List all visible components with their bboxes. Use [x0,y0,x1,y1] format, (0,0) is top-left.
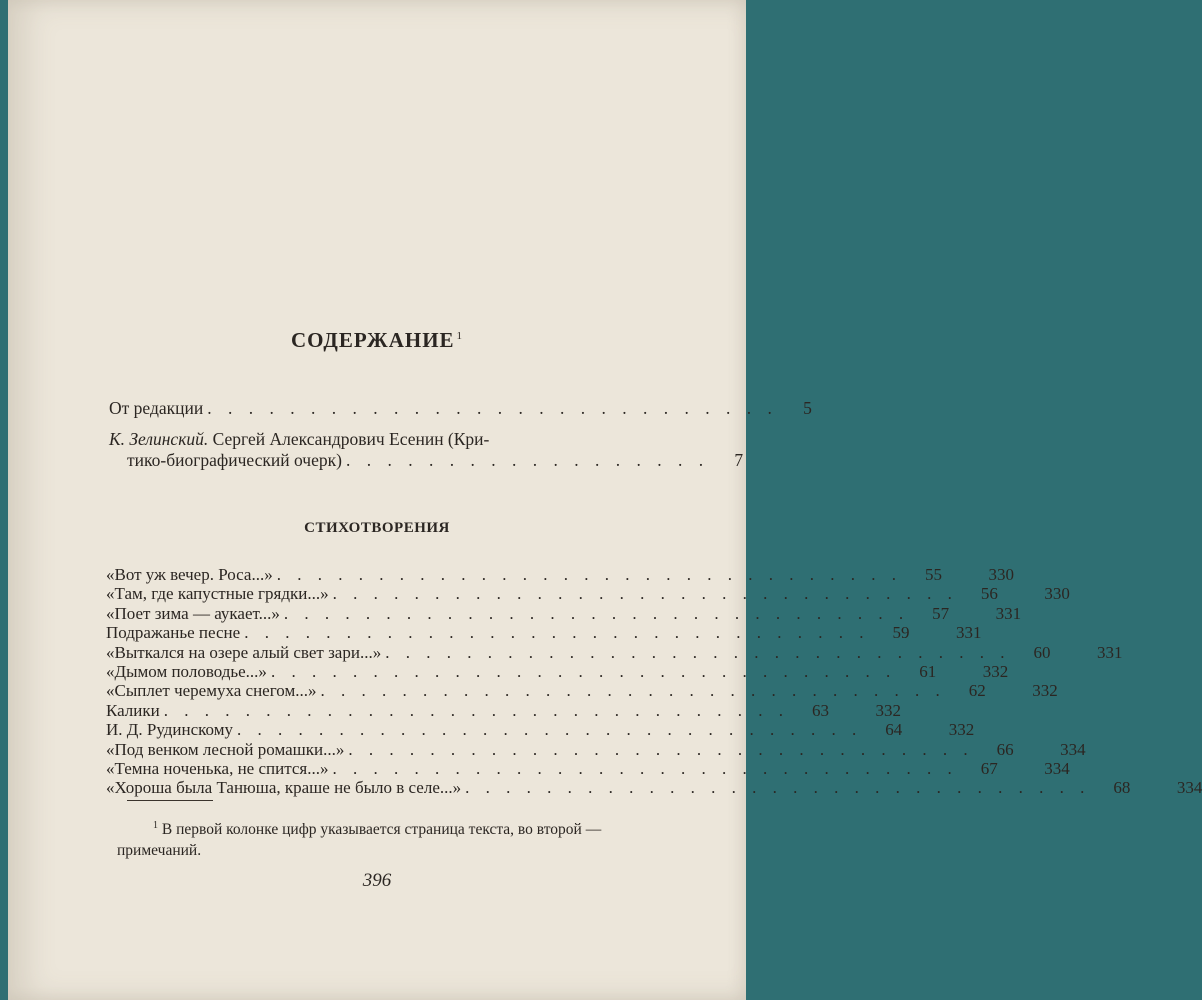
leader-dots: . . . . . . . . . . . . . . . . . . . . . . . . . . . . . . . [332,584,958,604]
text-page: 61 [919,662,937,682]
section-title: СТИХОТВОРЕНИЯ [304,520,450,536]
poem-title: «Вот уж вечер. Роса...» [106,565,273,584]
toc-entry-editorial [109,398,812,419]
notes-page: 334 [1044,759,1070,779]
leader-dots: . . . . . . . . . . . . . . . . . . . . . . . . . . . . . . . [276,565,902,584]
poem-row [106,584,1070,604]
text-page: 55 [924,565,942,584]
poem-row [106,700,901,720]
poem-title: «Поет зима — аукает...» [106,603,280,623]
leader-dots: . . . . . . . . . . . . . . . . . . . . . . . . . . . . . . . [236,720,863,740]
entry-title-line1: Сергей Александрович Есенин (Кри- [208,429,490,449]
title-text: СОДЕРЖАНИЕ [290,328,455,352]
footnote-divider [127,800,213,801]
entry-title-line2: тико-биографический очерк) [127,450,342,470]
poem-row [106,720,975,740]
poem-row [106,739,1086,759]
poem-title: «Дымом половодье...» [106,662,267,682]
poem-row [106,662,1009,682]
leader-dots: . . . . . . . . . . . . . . . . . . . . . . . . . . . . . . . [244,623,870,643]
notes-page: 331 [955,623,982,643]
poem-title: Калики [106,700,160,720]
text-page: 64 [885,720,903,740]
leader-dots: . . . . . . . . . . . . . . . . . . [345,450,710,470]
text-page: 67 [980,759,998,779]
footnote-number: 1 [153,820,158,831]
text-page: 59 [892,623,910,643]
poem-row [106,681,1058,701]
page-title [8,328,746,353]
leader-dots: . . . . . . . . . . . . . . . . . . . . . . . . . . . . [207,398,778,418]
poem-list [106,565,1202,798]
leader-dots: . . . . . . . . . . . . . . . . . . . . . . . . . . . . . . . [465,778,1091,798]
leader-dots: . . . . . . . . . . . . . . . . . . . . . . . . . . . . . . . [320,681,946,701]
notes-page: 332 [875,700,901,720]
notes-page: 331 [995,603,1022,623]
poem-title: Подражанье песне [106,623,241,643]
poem-title: «Темна ноченька, не спится...» [106,759,329,779]
notes-page: 334 [1060,739,1086,759]
toc-entry-essay [109,429,744,471]
footnote-mark: 1 [456,330,464,342]
page-number: 396 [362,870,392,891]
text-page: 56 [980,584,998,604]
entry-author: К. Зелинский. [109,429,209,449]
notes-page: 330 [1044,584,1070,604]
entry-title: От редакции [109,398,204,418]
leader-dots: . . . . . . . . . . . . . . . . . . . . . . . . . . . . . . . [348,739,974,759]
book-page [8,0,1202,1000]
poem-row [106,759,1070,779]
text-page: 62 [968,681,986,701]
poem-row [106,565,1014,584]
notes-page: 332 [982,662,1009,682]
text-page: 63 [812,700,829,720]
poem-title: «Хороша была Танюша, краше не было в селе...» [106,778,462,798]
text-page: 68 [1113,778,1131,798]
poem-row [106,642,1123,662]
poem-row [106,603,1022,623]
poem-title: И. Д. Рудинскому [106,720,233,740]
text-page: 66 [996,739,1014,759]
leader-dots: . . . . . . . . . . . . . . . . . . . . . . . . . . . . . . . [270,662,897,682]
poem-row [106,778,1202,798]
notes-page: 334 [1176,778,1202,798]
footnote [117,815,617,861]
notes-page: 332 [1032,681,1058,701]
notes-page: 330 [988,565,1014,584]
poem-title: «Сыплет черемуха снегом...» [106,681,317,701]
entry-page: 7 [734,450,744,470]
notes-page: 332 [948,720,975,740]
leader-dots: . . . . . . . . . . . . . . . . . . . . . . . . . . . . . . . [385,642,1011,662]
text-page: 57 [932,603,950,623]
leader-dots: . . . . . . . . . . . . . . . . . . . . . . . . . . . . . . . [332,759,958,779]
text-page: 60 [1033,642,1051,662]
notes-page: 331 [1096,642,1123,662]
leader-dots: . . . . . . . . . . . . . . . . . . . . . . . . . . . . . . . [283,603,910,623]
poem-title: «Под венком лесной ромашки...» [106,739,345,759]
poem-row [106,623,982,643]
poem-title: «Там, где капустные грядки...» [106,584,329,604]
footnote-text: В первой колонке цифр указывается страница текста, во второй — примечаний. [117,821,602,860]
poem-title: «Выткался на озере алый свет зари...» [106,642,382,662]
entry-page: 5 [803,398,812,418]
leader-dots: . . . . . . . . . . . . . . . . . . . . . . . . . . . . . . . [163,700,789,720]
